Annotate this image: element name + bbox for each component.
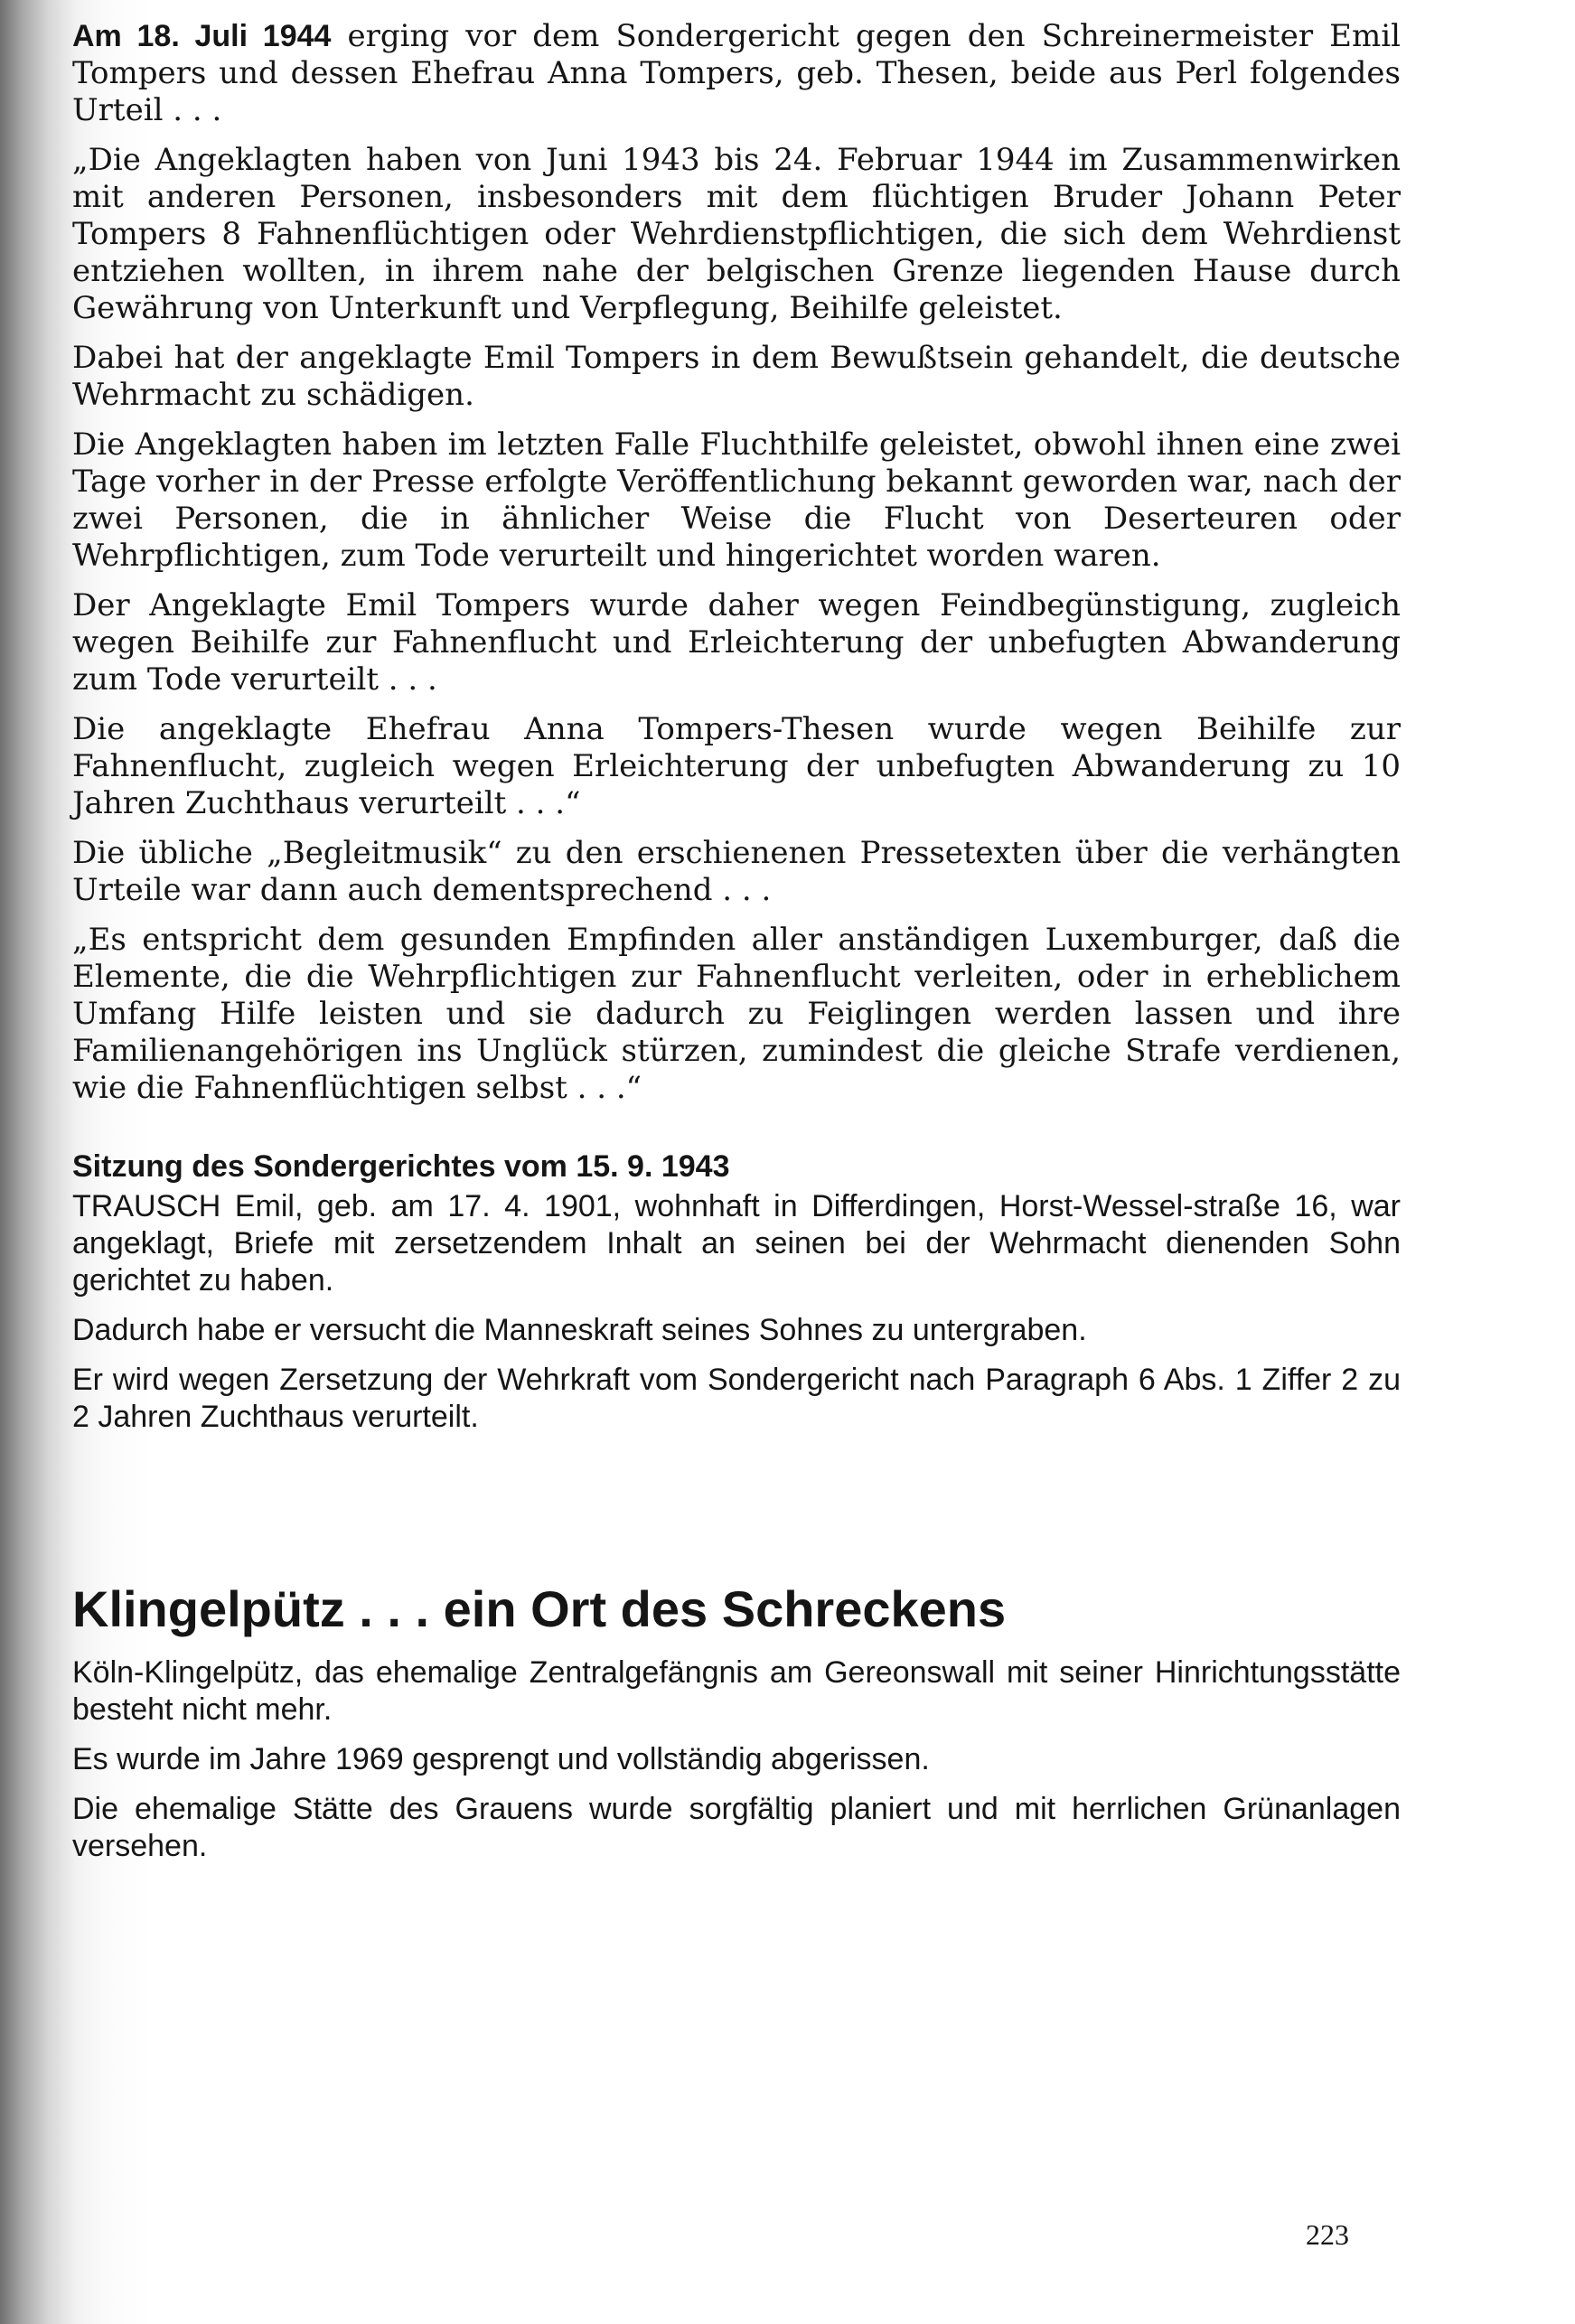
paragraph-verdict-intro [72, 18, 1401, 129]
chapter-paragraph: Die ehemalige Stätte des Grauens wurde sorgfältig planiert und mit herrlichen Grünanlagen versehen. [72, 1792, 1401, 1863]
section-paragraph: TRAUSCH Emil, geb. am 17. 4. 1901, wohnhaft in Differdingen, Horst-Wessel-straße 16, war angeklagt, Briefe mit zersetzendem Inhalt an seinen bei der Wehrmacht dienenden Sohn gerichtet zu haben. [72, 1189, 1401, 1298]
paragraph-verdict-quote: „Die Angeklagten haben von Juni 1943 bis 24. Februar 1944 im Zusammenwirken mit anderen Personen, insbesonders mit dem flüchtigen Bruder Johann Peter Tompers 8 Fahnenflüchtigen oder Wehrdienstpflichtigen, die sich dem Wehrdienst entziehen wollten, in ihrem nahe der belgischen Grenze liegenden Hause durch Gewährung von Unterkunft und Verpflegung, Beihilfe geleistet. [72, 142, 1401, 326]
page-content [72, 18, 1401, 1878]
chapter-body [72, 1654, 1401, 1865]
paragraph-press-quote: „Es entspricht dem gesunden Empfinden aller anständigen Luxemburger, daß die Elemente, die die Wehrpflichtigen zur Fahnenflucht verleiten, oder in erheblichem Umfang Hilfe leisten und sie dadurch zu Feiglingen werden lassen und ihre Familienangehörigen ins Unglück stürzen, zumindest die gleiche Strafe verdienen, wie die Fahnenflüchtigen selbst . . .“ [72, 922, 1401, 1106]
paragraph-press-accompaniment: Die übliche „Begleitmusik“ zu den erschienenen Pressetexten über die verhängten Urteile war dann auch dementsprechend . . . [72, 835, 1401, 908]
paragraph-verdict-escape-aid: Die Angeklagten haben im letzten Falle Fluchthilfe geleistet, obwohl ihnen eine zwei Tage vorher in der Presse erfolgte Veröffentlichung bekannt geworden war, nach der zwei Personen, die in ähnlicher Weise die Flucht von Deserteuren oder Wehrpflichtigen, zum Tode verurteilt und hingerichtet worden waren. [72, 426, 1401, 574]
section-paragraph: Dadurch habe er versucht die Manneskraft seines Sohnes zu untergraben. [72, 1313, 1087, 1347]
paragraph-text: erging vor dem Sondergericht gegen den Schreinermeister Emil Tompers und dessen Ehefrau Anna Tompers, geb. Thesen, beide aus Perl folgendes Urteil . . . [72, 18, 1401, 128]
section-paragraph: Er wird wegen Zersetzung der Wehrkraft vom Sondergericht nach Paragraph 6 Abs. 1 Ziffer 2 zu 2 Jahren Zuchthaus verurteilt. [72, 1363, 1401, 1434]
page-number: 223 [1306, 2218, 1349, 2251]
paragraph-verdict-prison-sentence: Die angeklagte Ehefrau Anna Tompers-Thesen wurde wegen Beihilfe zur Fahnenflucht, zugleich wegen Erleichterung der unbefugten Abwanderung zu 10 Jahren Zuchthaus verurteilt . . .“ [72, 711, 1401, 821]
section-title: Sitzung des Sondergerichtes vom 15. 9. 1943 [72, 1149, 730, 1184]
chapter-heading: Klingelpütz . . . ein Ort des Schreckens [72, 1580, 1007, 1637]
date-lead: Am 18. Juli 1944 [72, 19, 332, 53]
section-body [72, 1188, 1401, 1436]
paragraph-verdict-awareness: Dabei hat der angeklagte Emil Tompers in dem Bewußtsein gehandelt, die deutsche Wehrmacht zu schädigen. [72, 340, 1401, 413]
chapter-paragraph: Es wurde im Jahre 1969 gesprengt und vollständig abgerissen. [72, 1742, 930, 1776]
paragraph-verdict-death-sentence: Der Angeklagte Emil Tompers wurde daher wegen Feindbegünstigung, zugleich wegen Beihilfe zur Fahnenflucht und Erleichterung der unbefugten Abwanderung zum Tode verurteilt . . . [72, 587, 1401, 698]
chapter-paragraph: Köln-Klingelpütz, das ehemalige Zentralgefängnis am Gereonswall mit seiner Hinrichtungsstätte besteht nicht mehr. [72, 1655, 1401, 1727]
